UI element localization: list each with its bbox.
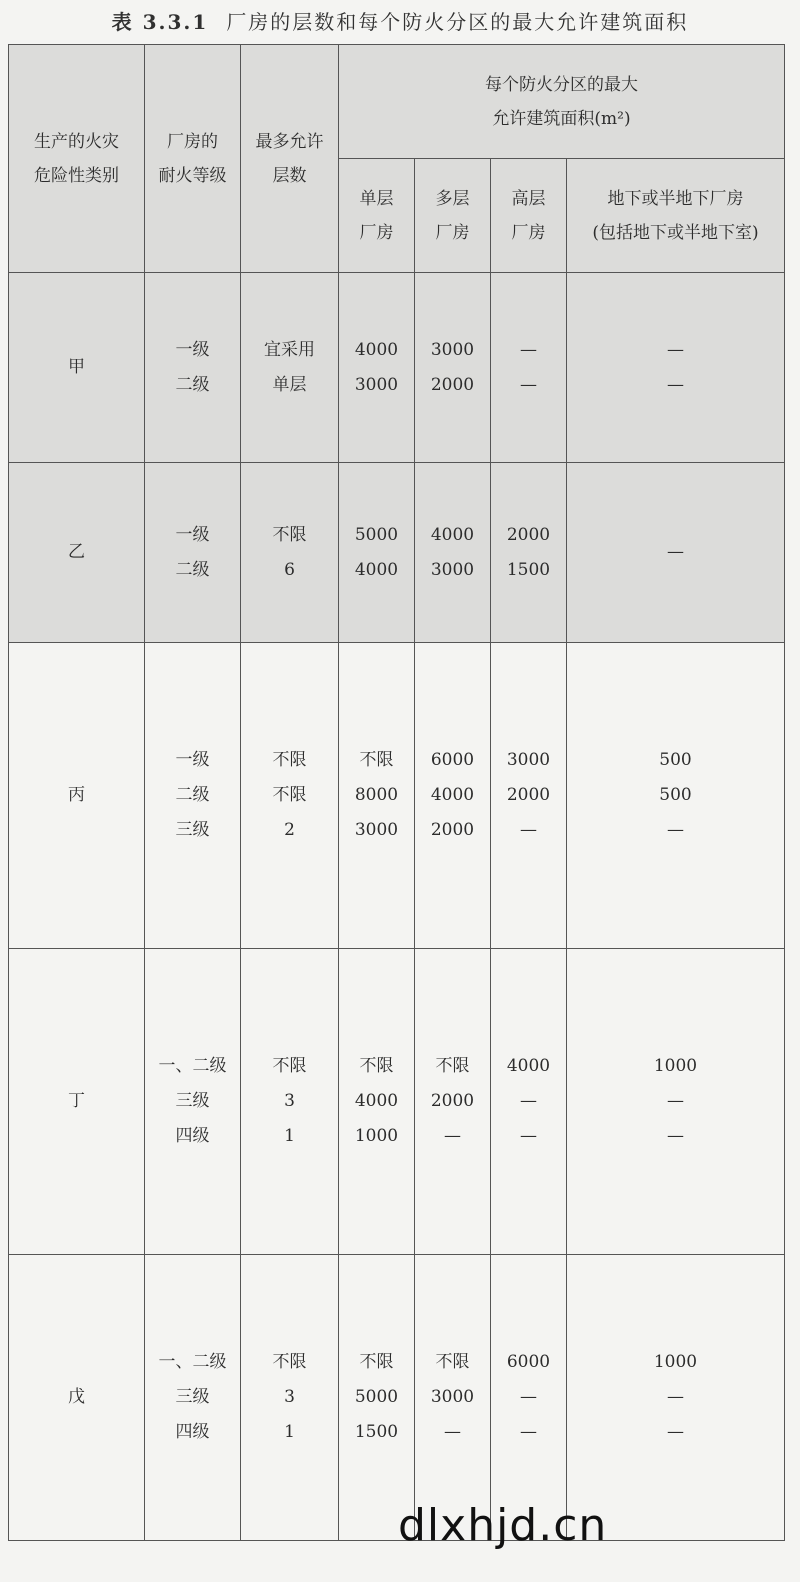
header-underground: 地下或半地下厂房 (包括地下或半地下室) [567,159,785,273]
underground-cell: 500 500 — [567,643,785,949]
fire-rating-cell: 一级 二级 [145,273,241,463]
table-row [9,463,785,643]
header-fire-rating: 厂房的 耐火等级 [145,45,241,273]
table-row [9,273,785,463]
table-title: 厂房的层数和每个防火分区的最大允许建筑面积 [226,10,689,34]
underground-cell: — [567,463,785,643]
high-rise-cell: — — [491,273,567,463]
hazard-class-cell: 乙 [9,463,145,643]
header-area-group: 每个防火分区的最大 允许建筑面积(m²) [339,45,785,159]
fire-compartment-table [8,44,785,1541]
header-row-1 [9,45,785,159]
fire-rating-cell: 一、二级 三级 四级 [145,1255,241,1541]
high-rise-cell: 2000 1500 [491,463,567,643]
max-floors-cell: 不限 3 1 [241,1255,339,1541]
max-floors-cell: 不限 6 [241,463,339,643]
single-storey-cell: 4000 3000 [339,273,415,463]
header-hazard-class: 生产的火灾 危险性类别 [9,45,145,273]
single-storey-cell: 5000 4000 [339,463,415,643]
underground-cell: 1000 — — [567,1255,785,1541]
max-floors-cell: 不限 不限 2 [241,643,339,949]
table-row [9,1255,785,1541]
fire-rating-cell: 一级 二级 [145,463,241,643]
multi-storey-cell: 3000 2000 [415,273,491,463]
table-row [9,949,785,1255]
multi-storey-cell: 6000 4000 2000 [415,643,491,949]
hazard-class-cell: 甲 [9,273,145,463]
header-single-storey: 单层 厂房 [339,159,415,273]
header-max-floors: 最多允许 层数 [241,45,339,273]
high-rise-cell: 6000 — — [491,1255,567,1541]
table-number: 表 3.3.1 [111,10,209,34]
fire-rating-cell: 一级 二级 三级 [145,643,241,949]
multi-storey-cell: 4000 3000 [415,463,491,643]
fire-rating-cell: 一、二级 三级 四级 [145,949,241,1255]
underground-cell: — — [567,273,785,463]
multi-storey-cell: 不限 2000 — [415,949,491,1255]
high-rise-cell: 4000 — — [491,949,567,1255]
high-rise-cell: 3000 2000 — [491,643,567,949]
max-floors-cell: 宜采用 单层 [241,273,339,463]
hazard-class-cell: 丙 [9,643,145,949]
hazard-class-cell: 丁 [9,949,145,1255]
single-storey-cell: 不限 5000 1500 [339,1255,415,1541]
multi-storey-cell: 不限 3000 — [415,1255,491,1541]
header-high-rise: 高层 厂房 [491,159,567,273]
header-multi-storey: 多层 厂房 [415,159,491,273]
max-floors-cell: 不限 3 1 [241,949,339,1255]
hazard-class-cell: 戊 [9,1255,145,1541]
table-caption [0,6,800,35]
single-storey-cell: 不限 8000 3000 [339,643,415,949]
single-storey-cell: 不限 4000 1000 [339,949,415,1255]
underground-cell: 1000 — — [567,949,785,1255]
table-row [9,643,785,949]
site-watermark: dlxhjd.cn [398,1500,608,1551]
